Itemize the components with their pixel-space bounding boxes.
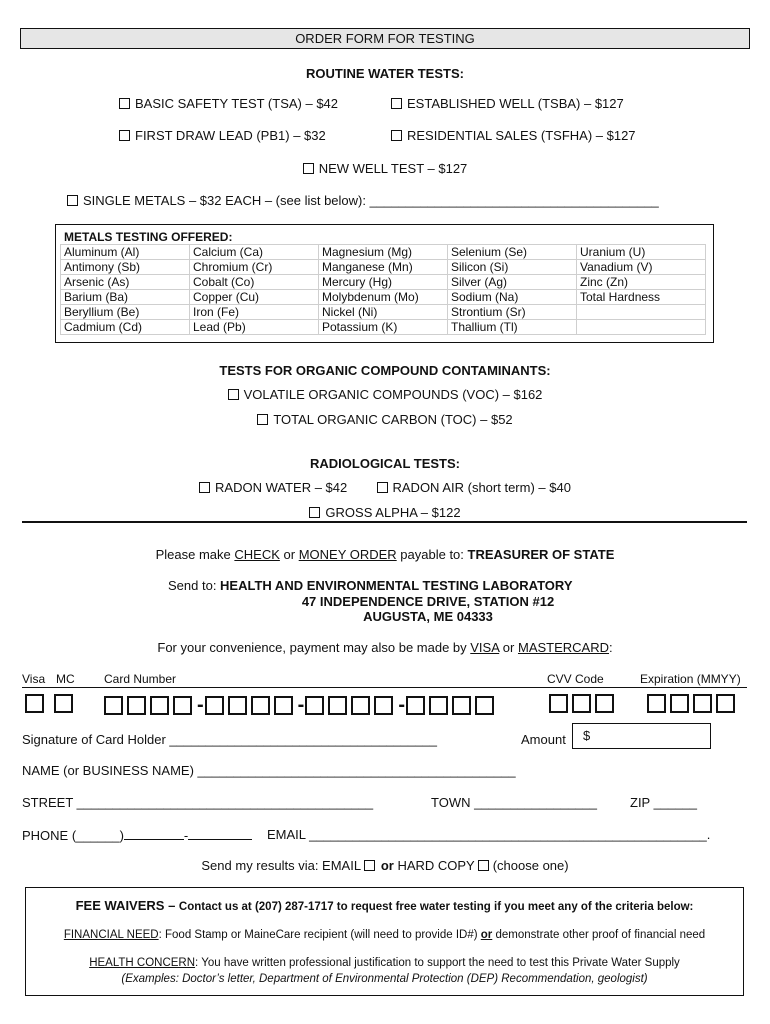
mastercard-text: MASTERCARD [517, 640, 609, 655]
financial-need-text: : Food Stamp or MaineCare recipient (will need to provide ID#) [158, 929, 481, 941]
signature-field[interactable]: Signature of Card Holder _____________________________________ [22, 732, 437, 747]
amount-label: Amount [521, 732, 566, 747]
tsba-label: ESTABLISHED WELL (TSBA) – $127 [407, 96, 624, 111]
tsfha-checkbox[interactable] [391, 130, 402, 141]
fee-heading-line [26, 898, 743, 913]
phone-field[interactable] [22, 827, 252, 843]
phone-exchange-line [124, 827, 184, 840]
tsa-checkbox[interactable] [119, 98, 130, 109]
tsfha-option[interactable] [391, 128, 636, 143]
metal-cell: Lead (Pb) [190, 320, 319, 335]
payable-line [0, 547, 770, 562]
metal-cell: Strontium (Sr) [448, 305, 577, 320]
metal-cell: Molybdenum (Mo) [319, 290, 448, 305]
card-digit-box[interactable] [351, 696, 370, 715]
metals-row [61, 275, 706, 290]
exp-digit-box[interactable] [716, 694, 735, 713]
convenience-text: For your convenience, payment may also be made by [157, 640, 471, 655]
payable-prefix: Please make [155, 547, 235, 562]
mc-label: MC [56, 672, 75, 686]
health-examples: (Examples: Doctor’s letter, Department of Environmental Protection (DEP) Recommendation, geologist) [121, 973, 648, 985]
metal-cell: Magnesium (Mg) [319, 245, 448, 260]
phone-paren: ) [119, 828, 124, 843]
name-field[interactable]: NAME (or BUSINESS NAME) ____________________________________________ [22, 763, 516, 778]
radon-water-label: RADON WATER – $42 [215, 480, 348, 495]
card-digit-box[interactable] [274, 696, 293, 715]
treasurer-text: TREASURER OF STATE [467, 547, 615, 562]
amount-field[interactable]: $ [572, 723, 711, 749]
card-digit-box[interactable] [150, 696, 169, 715]
radon-water-option[interactable] [199, 480, 347, 495]
metal-cell [577, 320, 706, 335]
new-well-option[interactable] [0, 161, 770, 176]
form-title: ORDER FORM FOR TESTING [20, 28, 750, 49]
fee-waivers-panel [25, 887, 744, 996]
single-metals-option[interactable] [67, 193, 659, 208]
results-choose: (choose one) [489, 858, 569, 873]
card-label-rule [22, 687, 747, 688]
cvv-boxes[interactable] [549, 694, 618, 713]
exp-digit-box[interactable] [647, 694, 666, 713]
card-digit-box[interactable] [328, 696, 347, 715]
toc-checkbox[interactable] [257, 414, 268, 425]
visa-label: Visa [22, 672, 46, 686]
toc-label: TOTAL ORGANIC CARBON (TOC) – $52 [273, 412, 513, 427]
payable-to: payable to: [396, 547, 468, 562]
card-digit-box[interactable] [374, 696, 393, 715]
metal-cell: Barium (Ba) [61, 290, 190, 305]
metal-cell: Aluminum (Al) [61, 245, 190, 260]
metals-panel [55, 224, 714, 343]
lab-name: HEALTH AND ENVIRONMENTAL TESTING LABORATORY [220, 578, 573, 593]
metal-cell: Iron (Fe) [190, 305, 319, 320]
cvv-digit-box[interactable] [595, 694, 614, 713]
metal-cell: Selenium (Se) [448, 245, 577, 260]
metal-cell: Mercury (Hg) [319, 275, 448, 290]
metal-cell: Cobalt (Co) [190, 275, 319, 290]
voc-option[interactable] [0, 387, 770, 402]
organic-heading: TESTS FOR ORGANIC COMPOUND CONTAMINANTS: [219, 363, 551, 378]
address-line-1: 47 INDEPENDENCE DRIVE, STATION #12 [301, 594, 555, 609]
send-to-line [168, 578, 573, 593]
zip-field[interactable]: ZIP ______ [630, 795, 697, 810]
cvv-label: CVV Code [547, 672, 604, 686]
voc-label: VOLATILE ORGANIC COMPOUNDS (VOC) – $162 [243, 387, 543, 402]
card-number-label: Card Number [104, 672, 177, 686]
phone-number-line [188, 827, 252, 840]
health-concern-line [26, 957, 743, 969]
mc-checkbox[interactable] [54, 694, 73, 713]
metals-row [61, 305, 706, 320]
pb1-checkbox[interactable] [119, 130, 130, 141]
metal-cell: Copper (Cu) [190, 290, 319, 305]
pb1-label: FIRST DRAW LEAD (PB1) – $32 [135, 128, 326, 143]
radiological-heading: RADIOLOGICAL TESTS: [310, 456, 460, 471]
metals-table [60, 244, 706, 335]
gross-alpha-checkbox[interactable] [309, 507, 320, 518]
send-to-label: Send to: [168, 578, 221, 593]
radon-air-label: RADON AIR (short term) – $40 [392, 480, 571, 495]
metal-cell: Nickel (Ni) [319, 305, 448, 320]
card-colon: : [609, 640, 613, 655]
card-digit-box[interactable] [406, 696, 425, 715]
results-hard-copy: HARD COPY [393, 858, 479, 873]
results-prefix: Send my results via: EMAIL [201, 858, 365, 873]
card-digit-box[interactable] [251, 696, 270, 715]
fee-heading: FEE WAIVERS – [75, 898, 179, 913]
metals-row [61, 320, 706, 335]
metal-cell: Beryllium (Be) [61, 305, 190, 320]
single-metals-checkbox[interactable] [67, 195, 78, 206]
card-digit-box[interactable] [228, 696, 247, 715]
card-type-boxes [25, 694, 77, 713]
metals-row [61, 290, 706, 305]
financial-or: or [480, 929, 493, 941]
expiration-boxes[interactable] [647, 694, 739, 713]
expiration-label: Expiration (MMYY) [640, 672, 741, 686]
cvv-digit-box[interactable] [572, 694, 591, 713]
gross-alpha-label: GROSS ALPHA – $122 [325, 505, 461, 520]
health-concern-text: : You have written professional justification to support the need to test this Private Water Supply [195, 957, 680, 969]
metal-cell: Uranium (U) [577, 245, 706, 260]
metal-cell: Arsenic (As) [61, 275, 190, 290]
fee-contact: Contact us at (207) 287-1717 to request free water testing if you meet any of the criteria below: [178, 901, 694, 913]
tsfha-label: RESIDENTIAL SALES (TSFHA) – $127 [407, 128, 636, 143]
metal-cell: Chromium (Cr) [190, 260, 319, 275]
card-dash: - [297, 694, 305, 716]
card-digit-box[interactable] [127, 696, 146, 715]
financial-need-label: FINANCIAL NEED [63, 929, 159, 941]
new-well-label: NEW WELL TEST – $127 [318, 161, 468, 176]
metal-cell: Zinc (Zn) [577, 275, 706, 290]
tsa-label: BASIC SAFETY TEST (TSA) – $42 [135, 96, 339, 111]
card-digit-box[interactable] [104, 696, 123, 715]
radon-air-option[interactable] [377, 480, 571, 495]
results-or: or [380, 858, 394, 873]
metals-row [61, 245, 706, 260]
tsba-checkbox[interactable] [391, 98, 402, 109]
card-digit-box[interactable] [452, 696, 471, 715]
radon-water-checkbox[interactable] [199, 482, 210, 493]
metal-cell: Sodium (Na) [448, 290, 577, 305]
card-digit-box[interactable] [305, 696, 324, 715]
metal-cell: Manganese (Mn) [319, 260, 448, 275]
single-metals-label: SINGLE METALS – $32 EACH – (see list below): ________________________________________ [83, 193, 659, 208]
metal-cell: Silver (Ag) [448, 275, 577, 290]
metal-cell: Vanadium (V) [577, 260, 706, 275]
metals-row [61, 260, 706, 275]
metal-cell: Silicon (Si) [448, 260, 577, 275]
section-divider [22, 521, 747, 523]
exp-digit-box[interactable] [670, 694, 689, 713]
payable-or: or [279, 547, 299, 562]
phone-prefix: PHONE ( [22, 828, 77, 843]
phone-area: ______ [76, 828, 120, 843]
visa-checkbox[interactable] [25, 694, 44, 713]
health-concern-label: HEALTH CONCERN [89, 957, 196, 969]
tsa-option[interactable] [119, 96, 338, 111]
financial-need-text-2: demonstrate other proof of financial need [492, 929, 706, 941]
town-field[interactable]: TOWN _________________ [431, 795, 597, 810]
toc-option[interactable] [0, 412, 770, 427]
metal-cell: Potassium (K) [319, 320, 448, 335]
check-text: CHECK [234, 547, 280, 562]
card-digit-box[interactable] [475, 696, 494, 715]
tsba-option[interactable] [391, 96, 624, 111]
metal-cell: Cadmium (Cd) [61, 320, 190, 335]
cvv-digit-box[interactable] [549, 694, 568, 713]
financial-need-line [26, 929, 743, 941]
card-number-boxes[interactable] [104, 694, 498, 717]
money-order-text: MONEY ORDER [298, 547, 397, 562]
metal-cell: Total Hardness [577, 290, 706, 305]
gross-alpha-option[interactable] [0, 505, 770, 520]
metal-cell: Antimony (Sb) [61, 260, 190, 275]
email-field[interactable]: EMAIL _______________________________________________________. [267, 827, 711, 842]
metals-heading: METALS TESTING OFFERED: [64, 230, 233, 244]
phone-dash: - [183, 828, 189, 843]
metal-cell [577, 305, 706, 320]
card-payment-line [0, 640, 770, 655]
routine-heading: ROUTINE WATER TESTS: [306, 66, 464, 81]
pb1-option[interactable] [119, 128, 326, 143]
card-dash: - [398, 694, 406, 716]
visa-text: VISA [470, 640, 500, 655]
street-field[interactable]: STREET _________________________________________ [22, 795, 374, 810]
card-digit-box[interactable] [173, 696, 192, 715]
radon-air-checkbox[interactable] [377, 482, 388, 493]
results-hardcopy-checkbox[interactable] [478, 860, 489, 871]
card-digit-box[interactable] [429, 696, 448, 715]
metal-cell: Calcium (Ca) [190, 245, 319, 260]
metal-cell: Thallium (Tl) [448, 320, 577, 335]
results-delivery-line [0, 858, 770, 873]
card-or: or [499, 640, 518, 655]
voc-checkbox[interactable] [228, 389, 239, 400]
exp-digit-box[interactable] [693, 694, 712, 713]
address-line-2: AUGUSTA, ME 04333 [363, 609, 493, 624]
card-dash: - [197, 694, 204, 716]
card-digit-box[interactable] [205, 696, 224, 715]
new-well-checkbox[interactable] [303, 163, 314, 174]
radon-row [0, 480, 770, 495]
results-email-checkbox[interactable] [364, 860, 375, 871]
